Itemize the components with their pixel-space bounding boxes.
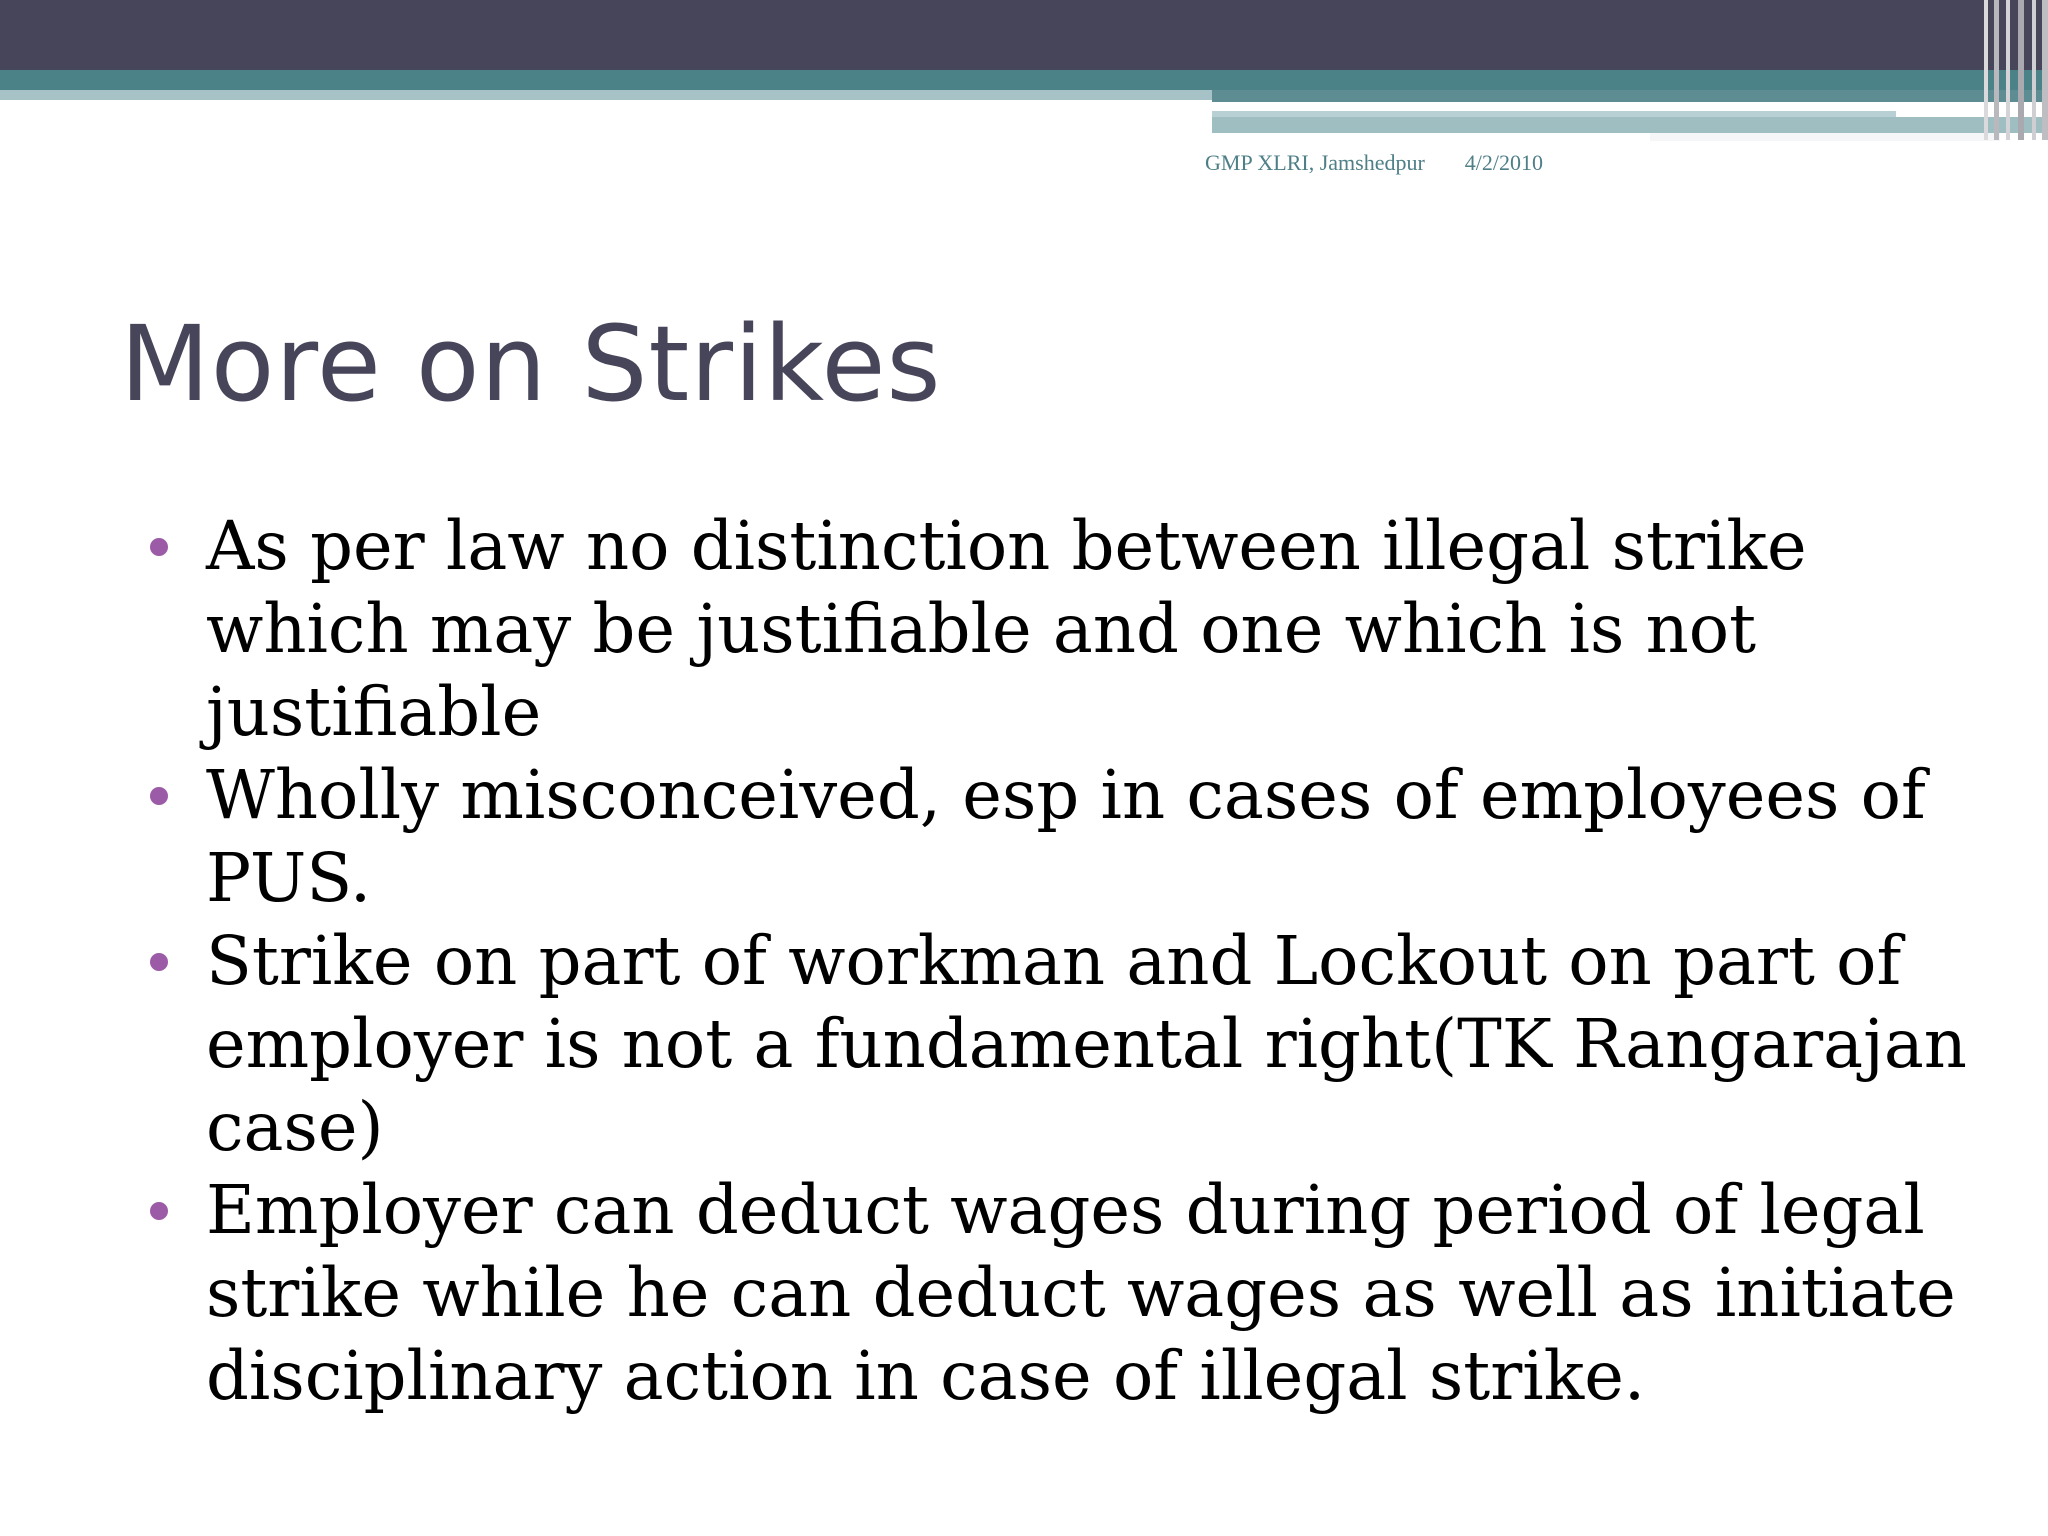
bullet-marker-icon: [150, 1202, 168, 1220]
slide-meta: [1205, 150, 1543, 176]
header-band-right-top: [1212, 90, 2048, 102]
header-band-right-bottom: [1212, 117, 2048, 133]
bullet-marker-icon: [150, 538, 168, 556]
bullet-text: Employer can deduct wages during period of legal strike while he can deduct wages as well as initiate disciplinary action in case of illegal strike.: [206, 1171, 1956, 1415]
header-vertical-stripe: [2006, 0, 2010, 140]
header-band-dark: [0, 0, 2048, 70]
bullet-item: [146, 1169, 2006, 1418]
header-vertical-stripe: [1984, 0, 1988, 140]
bullet-item: [146, 920, 2006, 1169]
bullet-item: [146, 505, 2006, 754]
date-label: 4/2/2010: [1464, 150, 1544, 175]
organization-label: GMP XLRI, Jamshedpur: [1205, 150, 1425, 175]
header-vertical-stripe: [1994, 0, 1999, 140]
header-band-right-highlight: [1650, 133, 2000, 141]
bullet-marker-icon: [150, 953, 168, 971]
bullet-item: [146, 754, 2006, 920]
header-band-light: [0, 90, 1212, 100]
bullet-text: Strike on part of workman and Lockout on part of employer is not a fundamental right(TK Rangarajan case): [206, 922, 1967, 1166]
bullet-list: [146, 505, 2006, 1418]
bullet-text: Wholly misconceived, esp in cases of employees of PUS.: [206, 756, 1926, 917]
header-vertical-stripe: [2032, 0, 2036, 140]
header-vertical-stripe: [2018, 0, 2024, 140]
slide-title: More on Strikes: [120, 303, 942, 425]
bullet-marker-icon: [150, 787, 168, 805]
header-band-teal: [0, 70, 2048, 90]
bullet-text: As per law no distinction between illegal strike which may be justifiable and one which is not justifiable: [206, 507, 1807, 751]
header-vertical-stripe: [2042, 0, 2048, 140]
